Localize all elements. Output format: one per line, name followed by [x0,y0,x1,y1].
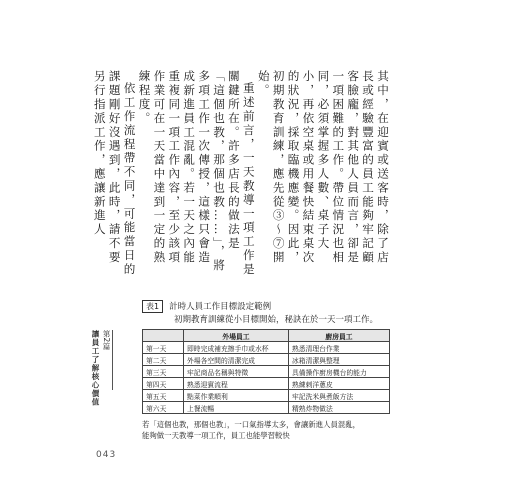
paragraph-1: 其中，在迎賓或送客時，除了店長或經驗豐富的員工能夠牢記顧客臉龐，對其他人員而言，卻是一項困難的工作。帶位情況也相同，必須掌握多人數、桌子大小，再依空桌或用餐快結束桌次的狀況，採取臨機應變。因此，初期教育訓練，應先從③～⑦開始。 [256,70,390,265]
day-cell: 第一天 [143,342,184,354]
table-note [142,419,392,441]
kitchen-task: 熟練刺洋蔥皮 [289,378,390,390]
paragraph-2: 重述前言，一天教導一項工作是關鍵所在。許多店長的做法是「這個也教，那個也教……」，將多項工作一次傳授，這樣只會造成新進員工混亂。若一天之內能重複同一項工作內容，至少該項作業可在一天當中達到一定的熟練程度。 [137,70,256,277]
header-divider [112,330,113,390]
header-empty [143,330,184,342]
kitchen-task: 精熟炸物做法 [289,402,390,414]
header-floor: 外場員工 [184,330,289,342]
day-cell: 第二天 [143,354,184,366]
header-kitchen: 廚房員工 [289,330,390,342]
table-row [143,402,390,414]
kitchen-task: 具備操作廚房機台的能力 [289,366,390,378]
note-line-1: 若「這個也教，那個也教」，一口氣指導太多，會讓新進人員混亂， [142,420,361,429]
table-title: 計時人員工作目標設定範例 [169,302,272,312]
floor-task: 牢記商品名稱與特徵 [184,366,289,378]
day-cell: 第五天 [143,390,184,402]
kitchen-task: 熟悉清理台作業 [289,342,390,354]
table-subtitle: 初期教育訓練從小目標開始，秘訣在於一天一項工作。 [174,315,379,325]
table-row [143,378,390,390]
running-header [91,330,112,407]
table-caption [142,300,271,313]
floor-task: 外場各空間的清潔完成 [184,354,289,366]
floor-task: 即時完成補充擦手巾或水杯 [184,342,289,354]
table-header-row [143,330,390,342]
table-row [143,366,390,378]
table-row [143,390,390,402]
floor-task: 點菜作業順利 [184,390,289,402]
table-row [143,342,390,354]
day-cell: 第六天 [143,402,184,414]
kitchen-task: 冰箱清潔與整理 [289,354,390,366]
day-cell: 第四天 [143,378,184,390]
table-badge: 表1 [142,300,163,313]
table-row [143,354,390,366]
paragraph-3: 依工作流程帶不同，可能當日的課題剛好沒遇到，此時，請不要另行指派工作，應讓新進人 [92,70,137,277]
schedule-table [142,329,390,414]
page-number: 043 [96,450,117,460]
note-line-2: 能夠做一天教導一項工作，員工也能學習較快 [142,431,290,440]
day-cell: 第三天 [143,366,184,378]
kitchen-task: 牢記洗米與煮飯方法 [289,390,390,402]
chapter-label: 第2篇 [102,330,111,350]
floor-task: 上餐流暢 [184,402,289,414]
chapter-title: 讓員工了解核心價值 [91,330,100,407]
floor-task: 熟悉迎賓流程 [184,378,289,390]
body-text [92,70,390,278]
